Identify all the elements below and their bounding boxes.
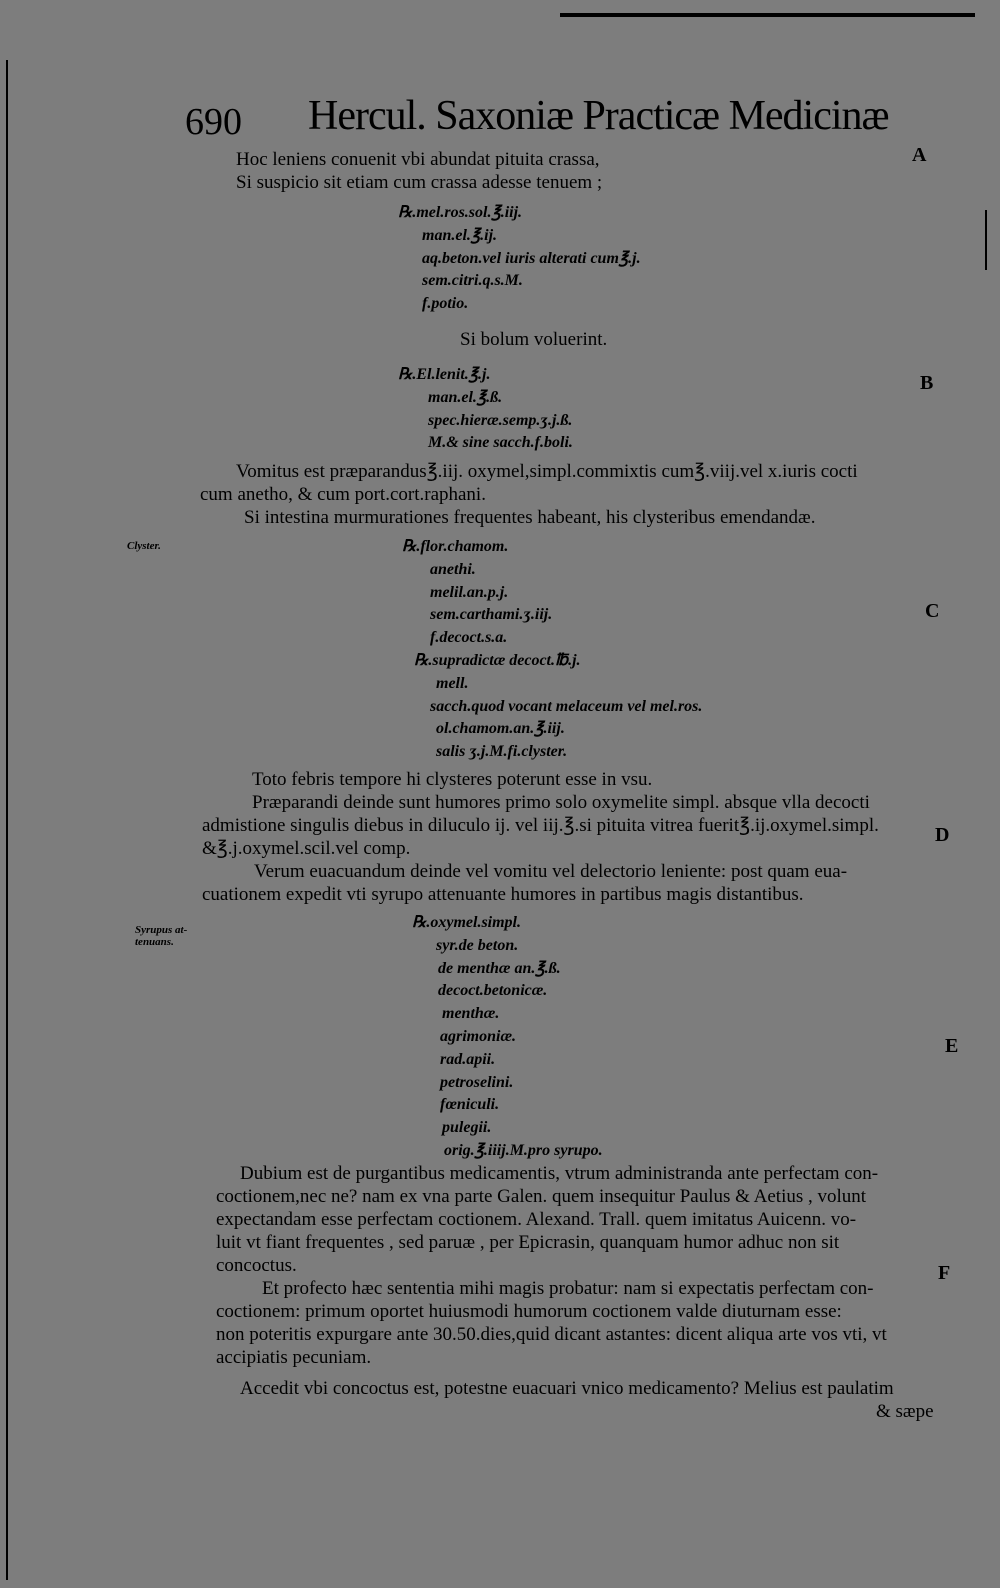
prescription xyxy=(398,202,641,316)
rx-line: ol.chamom.an.℥.iij. xyxy=(436,720,565,738)
rx-line: ℞.flor.chamom. xyxy=(402,538,509,555)
rx-line: man.el.℥.ß. xyxy=(428,388,503,406)
text-line: Si intestina murmurationes frequentes habeant, his clysteribus emendandæ. xyxy=(244,507,816,528)
paragraph xyxy=(200,460,858,529)
paragraph xyxy=(236,148,602,194)
margin-letter-e: E xyxy=(945,1035,959,1057)
rx-line: salis ʒ.j.M.fi.clyster. xyxy=(436,743,568,761)
text-line: Et profecto hæc sententia mihi magis probatur: nam si expectatis perfectam con- xyxy=(262,1278,874,1299)
text-line: Præparandi deinde sunt humores primo solo oxymelite simpl. absque vlla decocti xyxy=(252,792,870,813)
text-line: expectandam esse perfectam coctionem. Alexand. Trall. quem imitatus Auicenn. vo- xyxy=(216,1209,857,1230)
text-line: concoctus. xyxy=(216,1255,297,1276)
prescription xyxy=(398,364,573,455)
prescription xyxy=(412,912,603,1163)
text-line: Vomitus est præparandus℥.iij. oxymel,simpl.commixtis cum℥.viij.vel x.iuris cocti xyxy=(236,461,858,482)
paragraph xyxy=(216,1162,934,1423)
prescription xyxy=(402,536,702,764)
rx-line: ℞.oxymel.simpl. xyxy=(412,914,521,931)
rx-line: de menthæ an.℥.ß. xyxy=(438,959,561,977)
rx-line: pulegii. xyxy=(442,1119,492,1137)
text-line: cuationem expedit vti syrupo attenuante humores in partibus magis distantibus. xyxy=(202,884,804,905)
margin-note-line: tenuans. xyxy=(135,936,174,948)
rx-line: syr.de beton. xyxy=(436,936,519,954)
rx-line: f.decoct.s.a. xyxy=(430,629,508,647)
text-line: Toto febris tempore hi clysteres poterunt esse in vsu. xyxy=(252,769,653,790)
rx-line: spec.hieræ.semp.ʒ.j.ß. xyxy=(428,411,573,429)
catchword: & sæpe xyxy=(876,1401,934,1422)
margin-note-line: Syrupus at- xyxy=(135,924,188,936)
rx-line: ℞.mel.ros.sol.℥.iij. xyxy=(398,204,523,221)
margin-letter-b: B xyxy=(920,372,934,394)
text-line: coctionem,nec ne? nam ex vna parte Galen. quem insequitur Paulus & Aetius , volunt xyxy=(216,1186,867,1207)
margin-letter-c: C xyxy=(925,600,940,622)
text-line: Si bolum voluerint. xyxy=(460,329,608,350)
rx-line: ℞.supradictæ decoct.℔.j. xyxy=(414,651,581,669)
margin-note-clyster: Clyster. xyxy=(127,540,161,552)
rx-line: sacch.quod vocant melaceum vel mel.ros. xyxy=(430,697,703,715)
margin-letter-f: F xyxy=(938,1262,951,1284)
right-edge-line xyxy=(985,210,987,270)
rx-line: mell. xyxy=(436,674,469,692)
running-title: Hercul. Saxoniæ Practicæ Medicinæ xyxy=(308,93,889,139)
paragraph xyxy=(460,328,607,351)
rx-line: sem.citri.q.s.M. xyxy=(422,272,523,290)
rx-line: orig.℥.iiij.M.pro syrupo. xyxy=(444,1141,603,1159)
rx-line: ℞.El.lenit.℥.j. xyxy=(398,366,491,383)
rx-line: melil.an.p.j. xyxy=(430,583,509,601)
top-edge-rule xyxy=(560,13,975,17)
margin-letter-d: D xyxy=(935,824,950,846)
paragraph xyxy=(202,768,879,906)
text-line: Verum euacuandum deinde vel vomitu vel delectorio leniente: post quam eua- xyxy=(254,861,848,882)
text-line: Si suspicio sit etiam cum crassa adesse tenuem ; xyxy=(236,172,603,193)
rx-line: petroselini. xyxy=(440,1073,514,1091)
text-line: admistione singulis diebus in diluculo ij. vel iij.℥.si pituita vitrea fuerit℥.ij.oxymel.simpl. xyxy=(202,815,879,836)
text-line: Hoc leniens conuenit vbi abundat pituita crassa, xyxy=(236,149,600,170)
rx-line: fœniculi. xyxy=(440,1096,500,1114)
rx-line: agrimoniæ. xyxy=(440,1027,517,1045)
margin-note-syrupus xyxy=(135,924,187,948)
text-line: non poteritis expurgare ante 30.50.dies,quid dicant astantes: dicent aliqua arte vos vti, vt xyxy=(216,1324,887,1345)
rx-line: aq.beton.vel iuris alterati cum℥.j. xyxy=(422,249,641,267)
text-line: Accedit vbi concoctus est, potestne euacuari vnico medicamento? Melius est paulatim xyxy=(240,1378,894,1399)
rx-line: man.el.℥.ij. xyxy=(422,226,498,244)
text-line: Dubium est de purgantibus medicamentis, vtrum administranda ante perfectam con- xyxy=(240,1163,879,1184)
text-line: accipiatis pecuniam. xyxy=(216,1347,372,1368)
text-line: coctionem: primum oportet huiusmodi humorum coctionem valde diuturnam esse: xyxy=(216,1301,842,1322)
rx-line: menthæ. xyxy=(442,1005,500,1023)
left-binding-line xyxy=(6,60,8,1580)
page-number: 690 xyxy=(185,101,242,143)
text-line: cum anetho, & cum port.cort.raphani. xyxy=(200,484,486,505)
rx-line: anethi. xyxy=(430,560,476,578)
rx-line: sem.carthami.ʒ.iij. xyxy=(430,606,553,624)
rx-line: M.& sine sacch.f.boli. xyxy=(428,434,573,452)
rx-line: decoct.betonicæ. xyxy=(438,982,548,1000)
rx-line: f.potio. xyxy=(422,295,469,313)
margin-letter-a: A xyxy=(912,144,927,166)
text-line: luit vt fiant frequentes , sed paruæ , per Epicrasin, quanquam humor adhuc non sit xyxy=(216,1232,840,1253)
text-line: &℥.j.oxymel.scil.vel comp. xyxy=(202,838,411,859)
rx-line: rad.apii. xyxy=(440,1050,496,1068)
